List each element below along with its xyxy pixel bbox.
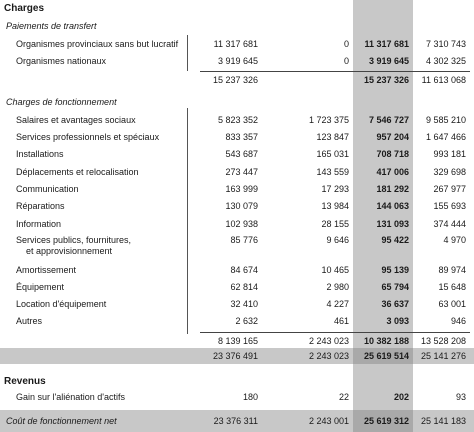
row-label: Information	[16, 219, 62, 229]
value-cell: 15 237 326	[212, 75, 258, 85]
value-cell: 131 093	[376, 219, 409, 229]
value-cell: 5 823 352	[217, 115, 258, 125]
value-cell: 957 204	[376, 132, 409, 142]
value-cell: 89 974	[438, 265, 466, 275]
value-cell: 143 559	[316, 167, 349, 177]
value-cell: 15 648	[438, 282, 466, 292]
value-cell: 15 237 326	[363, 75, 409, 85]
value-cell: 10 382 188	[363, 336, 409, 346]
label-line-1: Services publics, fournitures,	[16, 235, 132, 245]
value-cell: 273 447	[225, 167, 258, 177]
value-cell: 1 647 466	[425, 132, 466, 142]
value-cell: 4 302 325	[425, 56, 466, 66]
value-cell: 8 139 165	[217, 336, 258, 346]
value-cell: 3 093	[386, 316, 409, 326]
row-label: Salaires et avantages sociaux	[16, 115, 136, 125]
table-row	[0, 279, 474, 295]
row-label	[16, 235, 131, 257]
value-cell: 7 546 727	[368, 115, 409, 125]
table-row	[0, 389, 474, 405]
value-cell: 165 031	[316, 149, 349, 159]
value-cell: 374 444	[433, 219, 466, 229]
value-cell: 13 528 208	[420, 336, 466, 346]
total-row	[0, 348, 474, 364]
charges-header: Charges	[4, 3, 45, 14]
value-cell: 85 776	[230, 235, 258, 245]
row-label: Location d'équipement	[16, 299, 107, 309]
value-cell: 25 141 276	[420, 351, 466, 361]
table-row	[0, 198, 474, 214]
value-cell: 4 970	[443, 235, 466, 245]
row-label: Installations	[16, 149, 64, 159]
value-cell: 9 646	[326, 235, 349, 245]
table-row	[0, 36, 474, 52]
value-cell: 93	[455, 392, 466, 402]
value-cell: 36 637	[381, 299, 409, 309]
value-cell: 95 422	[381, 235, 409, 245]
value-cell: 0	[343, 39, 349, 49]
value-cell: 267 977	[433, 184, 466, 194]
row-label: Autres	[16, 316, 43, 326]
value-cell: 62 814	[230, 282, 258, 292]
value-cell: 10 465	[321, 265, 349, 275]
table-row	[0, 296, 474, 312]
value-cell: 13 984	[321, 201, 349, 211]
table-row	[0, 146, 474, 162]
value-cell: 417 006	[376, 167, 409, 177]
value-cell: 155 693	[433, 201, 466, 211]
revenus-header: Revenus	[4, 376, 46, 387]
row-label: Amortissement	[16, 265, 77, 275]
table-row	[0, 313, 474, 329]
value-cell: 65 794	[381, 282, 409, 292]
value-cell: 708 718	[376, 149, 409, 159]
value-cell: 11 613 068	[421, 75, 466, 85]
value-cell: 2 632	[235, 316, 258, 326]
table-row	[0, 181, 474, 197]
value-cell: 84 674	[230, 265, 258, 275]
row-label: Organismes provinciaux sans but lucratif	[16, 39, 179, 49]
value-cell: 25 619 312	[363, 416, 409, 426]
value-cell: 32 410	[230, 299, 258, 309]
value-cell: 9 585 210	[425, 115, 466, 125]
value-cell: 102 938	[225, 219, 258, 229]
net-row	[0, 413, 474, 429]
value-cell: 461	[333, 316, 349, 326]
value-cell: 28 155	[321, 219, 349, 229]
value-cell: 163 999	[225, 184, 258, 194]
value-cell: 25 619 514	[363, 351, 409, 361]
value-cell: 11 317 681	[364, 39, 409, 49]
value-cell: 181 292	[376, 184, 409, 194]
row-label: Réparations	[16, 201, 65, 211]
value-cell: 2 243 001	[308, 416, 349, 426]
value-cell: 130 079	[225, 201, 258, 211]
table-row	[0, 164, 474, 180]
value-cell: 95 139	[381, 265, 409, 275]
value-cell: 4 227	[326, 299, 349, 309]
row-label: Services professionnels et spéciaux	[16, 132, 160, 142]
value-cell: 123 847	[316, 132, 349, 142]
value-cell: 1 723 375	[308, 115, 349, 125]
label-line-2: et approvisionnement	[26, 246, 113, 256]
value-cell: 2 243 023	[308, 336, 349, 346]
value-cell: 202	[393, 392, 409, 402]
revenus-header-row	[0, 374, 474, 390]
table-row	[0, 129, 474, 145]
value-cell: 22	[338, 392, 349, 402]
value-cell: 7 310 743	[425, 39, 466, 49]
value-cell: 993 181	[433, 149, 466, 159]
net-label: Coût de fonctionnement net	[6, 416, 117, 426]
table-row	[0, 262, 474, 278]
value-cell: 3 919 645	[217, 56, 258, 66]
fonctionnement-title: Charges de fonctionnement	[6, 97, 117, 107]
value-cell: 329 698	[433, 167, 466, 177]
value-cell: 23 376 311	[213, 416, 258, 426]
section-title-row	[0, 94, 474, 110]
section-title-row	[0, 18, 474, 34]
row-label: Équipement	[16, 282, 65, 292]
value-cell: 25 141 183	[420, 416, 466, 426]
value-cell: 11 317 681	[213, 39, 258, 49]
row-label: Communication	[16, 184, 79, 194]
value-cell: 63 001	[438, 299, 466, 309]
table-row	[0, 232, 474, 262]
value-cell: 2 243 023	[308, 351, 349, 361]
row-label: Gain sur l'aliénation d'actifs	[16, 392, 125, 402]
value-cell: 833 357	[225, 132, 258, 142]
table-row	[0, 216, 474, 232]
table-row	[0, 53, 474, 69]
subtotal-row	[0, 72, 474, 88]
table-row	[0, 112, 474, 128]
value-cell: 17 293	[321, 184, 349, 194]
transfert-title: Paiements de transfert	[6, 21, 97, 31]
value-cell: 0	[343, 56, 349, 66]
value-cell: 180	[242, 392, 258, 402]
value-cell: 144 063	[376, 201, 409, 211]
subtotal-row	[0, 333, 474, 349]
value-cell: 2 980	[326, 282, 349, 292]
value-cell: 3 919 645	[368, 56, 409, 66]
value-cell: 543 687	[225, 149, 258, 159]
row-label: Organismes nationaux	[16, 56, 107, 66]
row-label: Déplacements et relocalisation	[16, 167, 139, 177]
value-cell: 946	[450, 316, 466, 326]
charges-header-row	[0, 1, 474, 17]
value-cell: 23 376 491	[212, 351, 258, 361]
